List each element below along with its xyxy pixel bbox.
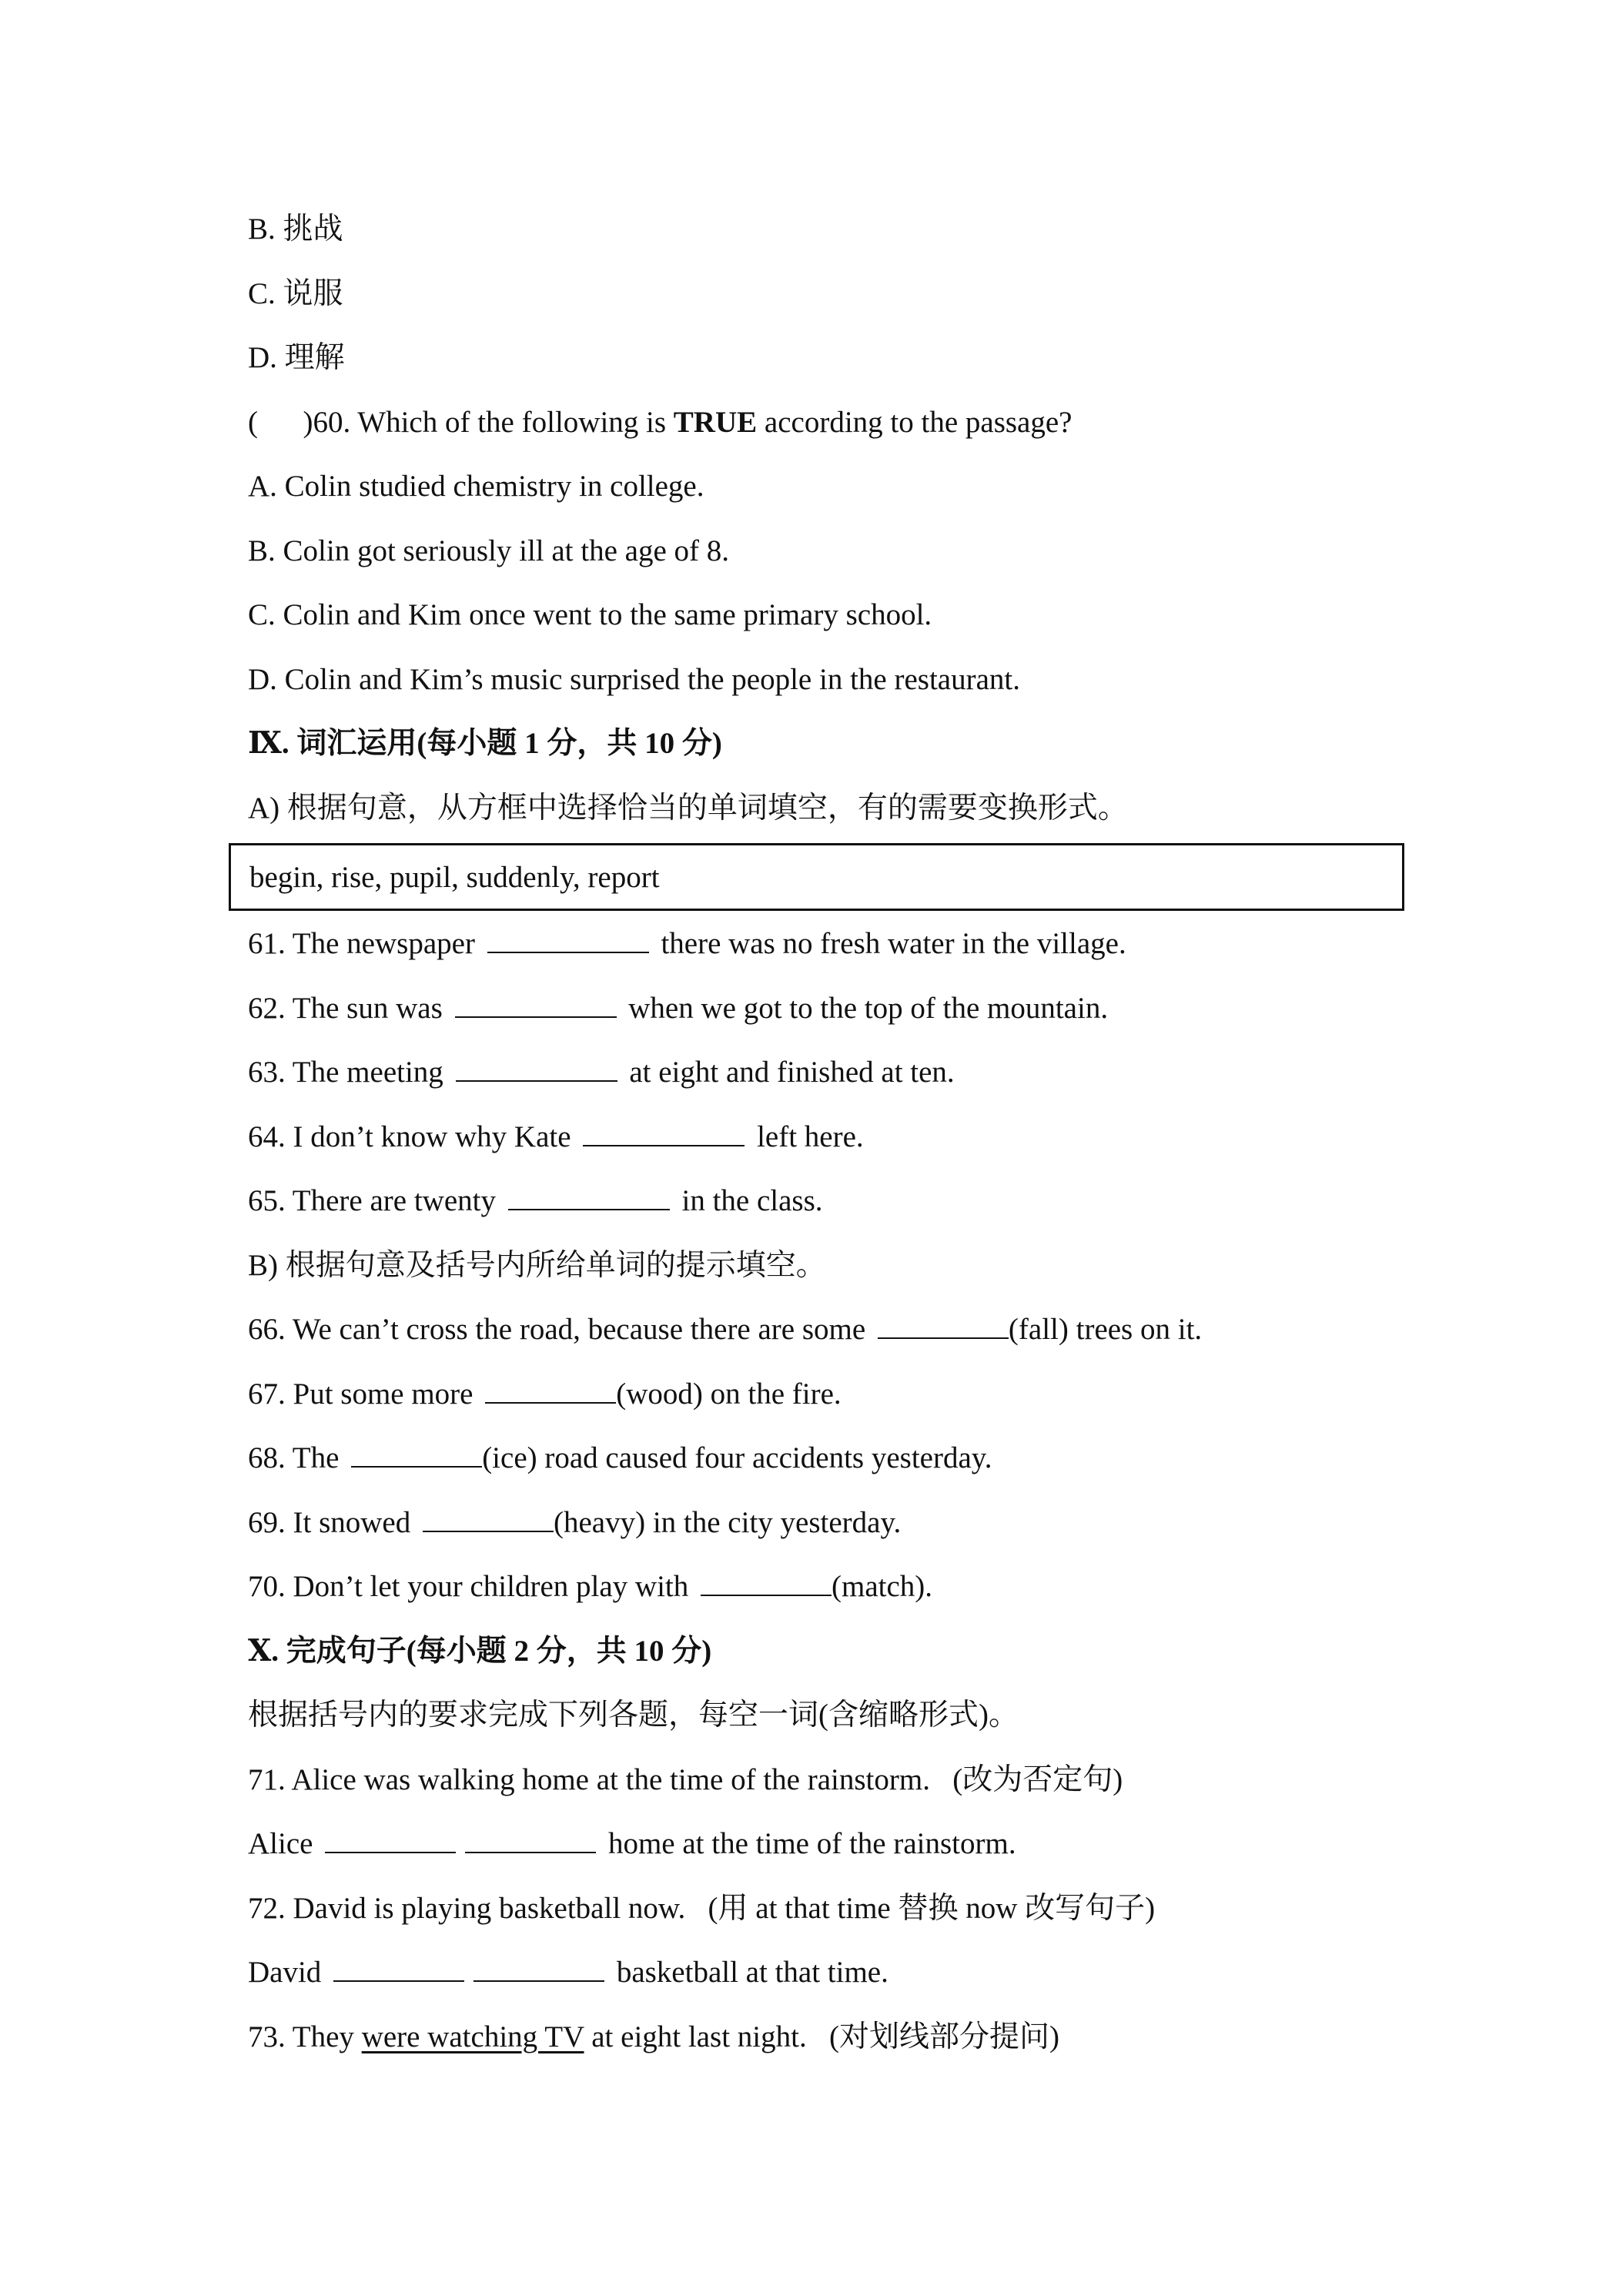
q60-stem	[248, 403, 1073, 442]
q67-before: 67. Put some more	[248, 1377, 481, 1411]
q64-after: left here.	[749, 1120, 864, 1153]
q59-option-d: D. 理解	[248, 341, 345, 374]
q60-option-d: D. Colin and Kim’s music surprised the people in the restaurant.	[248, 663, 1020, 696]
q65-blank[interactable]	[508, 1183, 670, 1210]
q63-after: at eight and finished at ten.	[621, 1056, 955, 1089]
q62	[248, 989, 1108, 1028]
q61-before: 61. The newspaper	[248, 927, 483, 960]
q66-blank[interactable]	[878, 1311, 1009, 1339]
q65-after: in the class.	[674, 1184, 823, 1217]
q71-blank-1[interactable]	[325, 1826, 456, 1853]
q71-blank-2[interactable]	[465, 1826, 596, 1853]
q64-before: 64. I don’t know why Kate	[248, 1120, 579, 1153]
q69-before: 69. It snowed	[248, 1506, 418, 1539]
q60-stem-after: according to the passage?	[757, 406, 1073, 439]
q72-blank-2[interactable]	[474, 1954, 604, 1982]
q71-stem: 71. Alice was walking home at the time of the rainstorm. (改为否定句)	[248, 1763, 1123, 1796]
q61	[248, 925, 1126, 963]
q61-blank[interactable]	[487, 925, 649, 953]
section9-part-b-instruction: B) 根据句意及括号内所给单词的提示填空。	[248, 1249, 826, 1282]
q63-blank[interactable]	[456, 1054, 617, 1082]
q71-answer-before: Alice	[248, 1827, 321, 1860]
word-box	[229, 843, 1404, 911]
q64-blank[interactable]	[583, 1119, 745, 1146]
q68-blank[interactable]	[351, 1440, 482, 1468]
q68-after: (ice) road caused four accidents yesterday.	[482, 1441, 992, 1474]
word-box-text: begin, rise, pupil, suddenly, report	[249, 861, 660, 894]
q61-after: there was no fresh water in the village.	[653, 927, 1126, 960]
q73-stem	[248, 2018, 1059, 2057]
q71-answer	[248, 1825, 1016, 1863]
q66-after: (fall) trees on it.	[1008, 1313, 1203, 1346]
q72-answer	[248, 1953, 888, 1992]
q67-blank[interactable]	[485, 1376, 616, 1404]
q65	[248, 1182, 823, 1220]
q59-option-c: C. 说服	[248, 277, 343, 310]
q62-after: when we got to the top of the mountain.	[621, 992, 1109, 1025]
q73-stem-before: 73. They	[248, 2020, 362, 2053]
q64	[248, 1118, 864, 1156]
q72-blank-1[interactable]	[333, 1954, 464, 1982]
section10-instruction: 根据括号内的要求完成下列各题，每空一词(含缩略形式)。	[248, 1699, 1019, 1732]
q69-after: (heavy) in the city yesterday.	[553, 1506, 902, 1539]
q69-blank[interactable]	[423, 1504, 554, 1532]
q60-option-a: A. Colin studied chemistry in college.	[248, 470, 704, 503]
q69	[248, 1504, 901, 1542]
q62-blank[interactable]	[455, 990, 617, 1018]
q72-answer-after: basketball at that time.	[609, 1956, 888, 1989]
q70-after: (match).	[832, 1570, 933, 1603]
q62-before: 62. The sun was	[248, 992, 450, 1025]
q66	[248, 1310, 1202, 1349]
q68	[248, 1439, 992, 1478]
q72-stem: 72. David is playing basketball now. (用 at that time 替换 now 改写句子)	[248, 1892, 1156, 1925]
section10-heading: Ⅹ. 完成句子(每小题 2 分，共 10 分)	[248, 1635, 712, 1668]
q59-option-b: B. 挑战	[248, 213, 343, 246]
q60-stem-bold: TRUE	[673, 406, 758, 439]
q67	[248, 1375, 842, 1414]
q63-before: 63. The meeting	[248, 1056, 451, 1089]
q70-before: 70. Don’t let your children play with	[248, 1570, 697, 1603]
q60-option-c: C. Colin and Kim once went to the same primary school.	[248, 598, 932, 631]
q72-answer-before: David	[248, 1956, 330, 1989]
q68-before: 68. The	[248, 1441, 347, 1474]
q71-answer-after: home at the time of the rainstorm.	[601, 1827, 1016, 1860]
q73-underlined-part: were watching TV	[361, 2020, 584, 2053]
q73-stem-after: at eight last night. (对划线部分提问)	[584, 2020, 1059, 2053]
q60-stem-before: 60. Which of the following is	[313, 406, 674, 439]
q67-after: (wood) on the fire.	[616, 1377, 842, 1411]
section9-heading: Ⅸ. 词汇运用(每小题 1 分，共 10 分)	[248, 727, 722, 760]
q70	[248, 1568, 932, 1606]
q63	[248, 1053, 955, 1092]
section9-part-a-instruction: A) 根据句意，从方框中选择恰当的单词填空，有的需要变换形式。	[248, 792, 1128, 825]
q65-before: 65. There are twenty	[248, 1184, 504, 1217]
q60-option-b: B. Colin got seriously ill at the age of 8.	[248, 534, 730, 567]
q70-blank[interactable]	[701, 1568, 832, 1596]
q60-answer-paren: ( )	[248, 406, 313, 439]
q66-before: 66. We can’t cross the road, because there are some	[248, 1313, 873, 1346]
